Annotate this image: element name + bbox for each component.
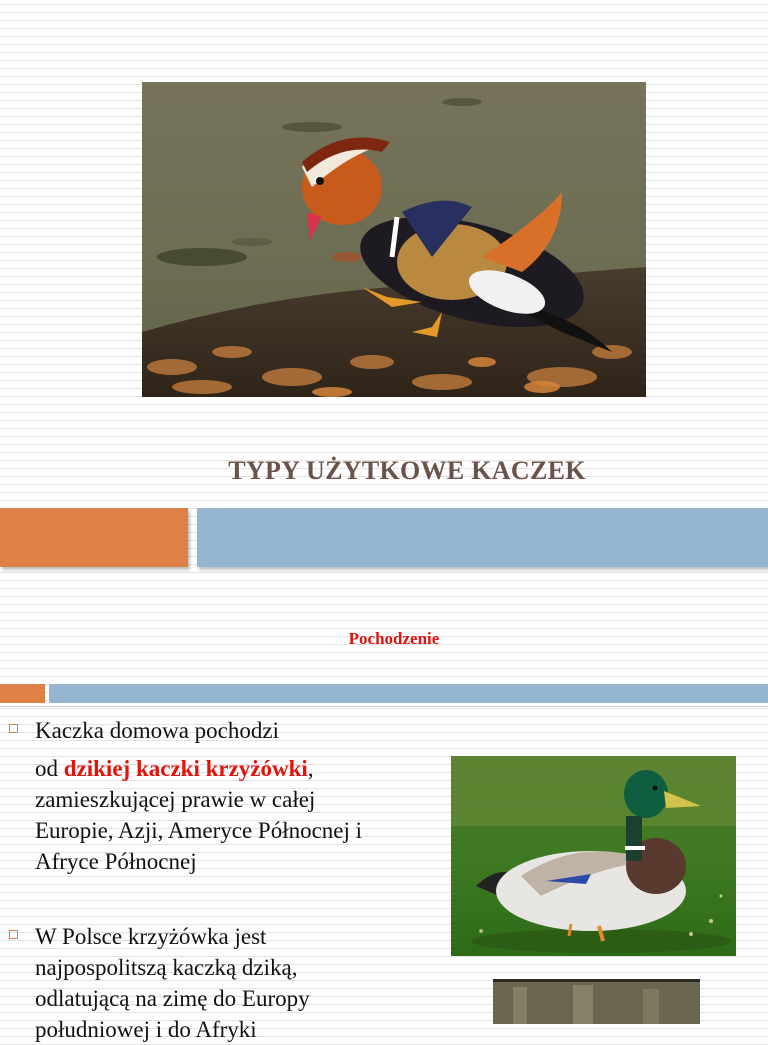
bullet-1-line-1: Kaczka domowa pochodzi bbox=[35, 718, 279, 743]
bullet-2-line-1: W Polsce krzyżówka jest bbox=[35, 924, 267, 949]
bullet-1-prefix: od bbox=[35, 756, 64, 781]
bullet-square-icon bbox=[9, 724, 18, 733]
bullet-2-text bbox=[35, 921, 310, 1045]
orange-accent-bar bbox=[0, 508, 188, 567]
blue-header-bar bbox=[49, 684, 768, 703]
bullet-1-line-5: Afryce Północnej bbox=[35, 849, 197, 874]
bullet-2-line-3: odlatującą na zimę do Europy bbox=[35, 986, 310, 1011]
bullet-1-suffix: , bbox=[307, 756, 314, 781]
bullet-1-continued bbox=[35, 753, 362, 877]
third-duck-photo bbox=[493, 979, 700, 1024]
mallard-duck-photo bbox=[451, 756, 736, 956]
header-divider bbox=[0, 706, 768, 707]
mandarin-duck-photo bbox=[142, 82, 646, 397]
highlight-dzika-kaczka: dzikiej kaczki krzyżówki bbox=[63, 756, 308, 781]
bullet-2-line-4: południowej i do Afryki bbox=[35, 1017, 257, 1042]
bullet-square-icon bbox=[9, 930, 18, 939]
bullet-1-text bbox=[35, 715, 279, 746]
bullet-2-line-2: najpospolitszą kaczką dziką, bbox=[35, 955, 298, 980]
slide-subtitle: Pochodzenie bbox=[348, 629, 440, 648]
orange-header-bar bbox=[0, 684, 45, 703]
slide-title: TYPY UŻYTKOWE KACZEK bbox=[228, 456, 586, 485]
bullet-1-line-2 bbox=[35, 753, 362, 784]
bullet-1-line-3: zamieszkującej prawie w całej bbox=[35, 787, 316, 812]
bullet-1-line-4: Europie, Azji, Ameryce Północnej i bbox=[35, 818, 363, 843]
blue-accent-bar bbox=[197, 508, 768, 567]
